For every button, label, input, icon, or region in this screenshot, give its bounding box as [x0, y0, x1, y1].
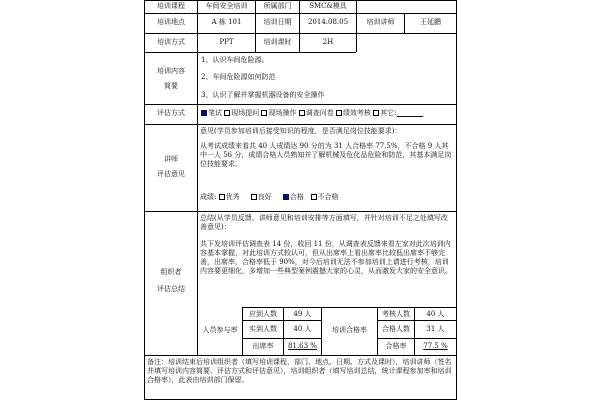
participation-label: 人员参与率	[202, 326, 238, 334]
option-survey: 调查问卷	[305, 109, 334, 117]
checkbox-fail[interactable]	[311, 194, 317, 200]
content-item-2: 2、车间危险源如何防范	[201, 73, 276, 81]
content-item-3: 3、认识了解并掌握机器设备的安全操作	[201, 91, 325, 99]
checkbox-performance[interactable]	[336, 110, 342, 116]
stats-line-3	[377, 320, 456, 321]
grade-pass: 合格	[289, 193, 304, 201]
stats-line-5	[377, 338, 456, 339]
course-value: 车间安全培训	[205, 2, 248, 10]
checkbox-pass[interactable]	[283, 194, 289, 200]
location-value: A 栋 101	[211, 18, 242, 26]
attendance-value: 81.63 %	[288, 342, 317, 350]
qualified-label: 合格人数	[382, 325, 410, 333]
row-line-6	[144, 211, 456, 212]
border-right	[456, 0, 457, 400]
checkbox-other[interactable]	[373, 110, 379, 116]
hours-label: 培训课时	[263, 38, 292, 46]
course-label: 培训课程	[157, 2, 185, 10]
lecturer-body: 从考试成绩来看共 40 人成绩达 90 分的为 31 人合格率 77.5%，不合格 9 人其中一人 56 分，成绩合格人员熟知并了解机械及危化品危险和防范，其基本满足岗位技能要求。	[200, 142, 452, 168]
organizer-body: 共下发培训评估调查表 14 份，收回 11 份，从调查表反馈来看左家对此次培训内容基本掌握，对此培训方式较认可，但从出席率上看出席率比较低出席率不够完善，出席率，合格率低于 90%，对今后培训无法不参加培训上请进行考核，培训内容要更细化，多增加一些典型案例震撼大家的心灵，从而激发大家的安全意识。	[200, 240, 452, 275]
stats-line-1	[242, 307, 456, 308]
row-line-2	[144, 33, 456, 34]
lecturer-label-1: 讲师	[164, 155, 178, 163]
expected-value: 49 人	[293, 310, 312, 318]
checkbox-operation[interactable]	[261, 110, 267, 116]
trainer-label: 培训讲师	[366, 18, 395, 26]
organizer-intro: 总结(从学员反馈、讲师意见和培训安排等方面填写，并针对培训不足之处填写改善意见)：	[200, 214, 448, 231]
lecturer-intro: 意见(学员参加培训后接受知识的程度，是否满足岗位技能要求)：	[200, 127, 402, 135]
grade-row	[200, 193, 339, 202]
dept-label: 所属部门	[263, 2, 292, 10]
stats-line-4	[242, 338, 321, 339]
content-item-1: 1、认识车间危险源。	[201, 56, 269, 64]
row-line-4	[144, 104, 456, 105]
row-line-7	[144, 355, 456, 356]
assess-label: 评估方式	[157, 109, 185, 117]
option-other: 其它:	[380, 109, 397, 117]
checkbox-excellent[interactable]	[219, 194, 225, 200]
note-text: 备注：培训结束后培训组织者（填写培训课程、部门、地点、日期、方式及课时），培训讲师（签名并填写培训内容简要、评估方式和评估意见），培训组织者（填写培训总结，统计课程参加率和培训合格率），此表由培训部门保留。	[147, 358, 452, 384]
location-label: 培训地点	[157, 18, 185, 26]
trainer-value: 王延鹏	[420, 18, 441, 26]
label-col-line	[197, 0, 198, 355]
checkbox-good[interactable]	[251, 194, 257, 200]
lecturer-label-2: 评估意见	[157, 170, 185, 178]
date-value: 2014.08.05	[307, 18, 349, 26]
actual-label: 实到人数	[249, 325, 277, 333]
qualified-value: 31 人	[426, 325, 445, 333]
content-label-1: 培训内容	[157, 67, 185, 75]
actual-value: 40 人	[293, 325, 312, 333]
option-operation: 现场操作	[268, 109, 297, 117]
option-performance: 绩效考核	[342, 109, 371, 117]
hours-value: 2H	[322, 38, 334, 46]
date-label: 培训日期	[263, 18, 292, 26]
checkbox-survey[interactable]	[299, 110, 305, 116]
grade-label: 成绩:	[200, 193, 217, 201]
row-line-3	[144, 52, 356, 53]
qualified-rate-value: 77.5 %	[423, 342, 448, 350]
border-left	[144, 0, 145, 400]
content-label-2: 简要	[164, 82, 178, 90]
row-line-1	[144, 13, 456, 14]
attendance-label: 出席率	[252, 342, 274, 350]
method-value: PPT	[219, 38, 234, 46]
checkbox-written[interactable]	[201, 110, 207, 116]
exam-count-value: 40 人	[426, 310, 445, 318]
exam-count-label: 考核人数	[382, 310, 410, 318]
checkbox-question[interactable]	[224, 110, 230, 116]
row-line-5	[144, 124, 456, 125]
organizer-label-2: 评估总结	[157, 285, 185, 293]
method-label: 培训方式	[157, 38, 185, 46]
grade-excellent: 优秀	[225, 193, 240, 201]
border-top	[144, 0, 456, 1]
grade-good: 良好	[257, 193, 272, 201]
pass-rate-label: 培训合格率	[332, 326, 367, 334]
dept-value: SMC&模具	[309, 2, 347, 10]
grade-fail: 不合格	[317, 193, 339, 201]
assess-options	[201, 109, 423, 118]
other-blank[interactable]	[397, 109, 424, 117]
option-question: 现场提问	[231, 109, 260, 117]
organizer-label-1: 组织者	[160, 268, 182, 276]
expected-label: 应到人数	[249, 310, 277, 318]
qualified-rate-label: 合格率	[385, 342, 407, 350]
stats-line-2	[242, 320, 321, 321]
option-written: 笔试	[208, 109, 222, 117]
